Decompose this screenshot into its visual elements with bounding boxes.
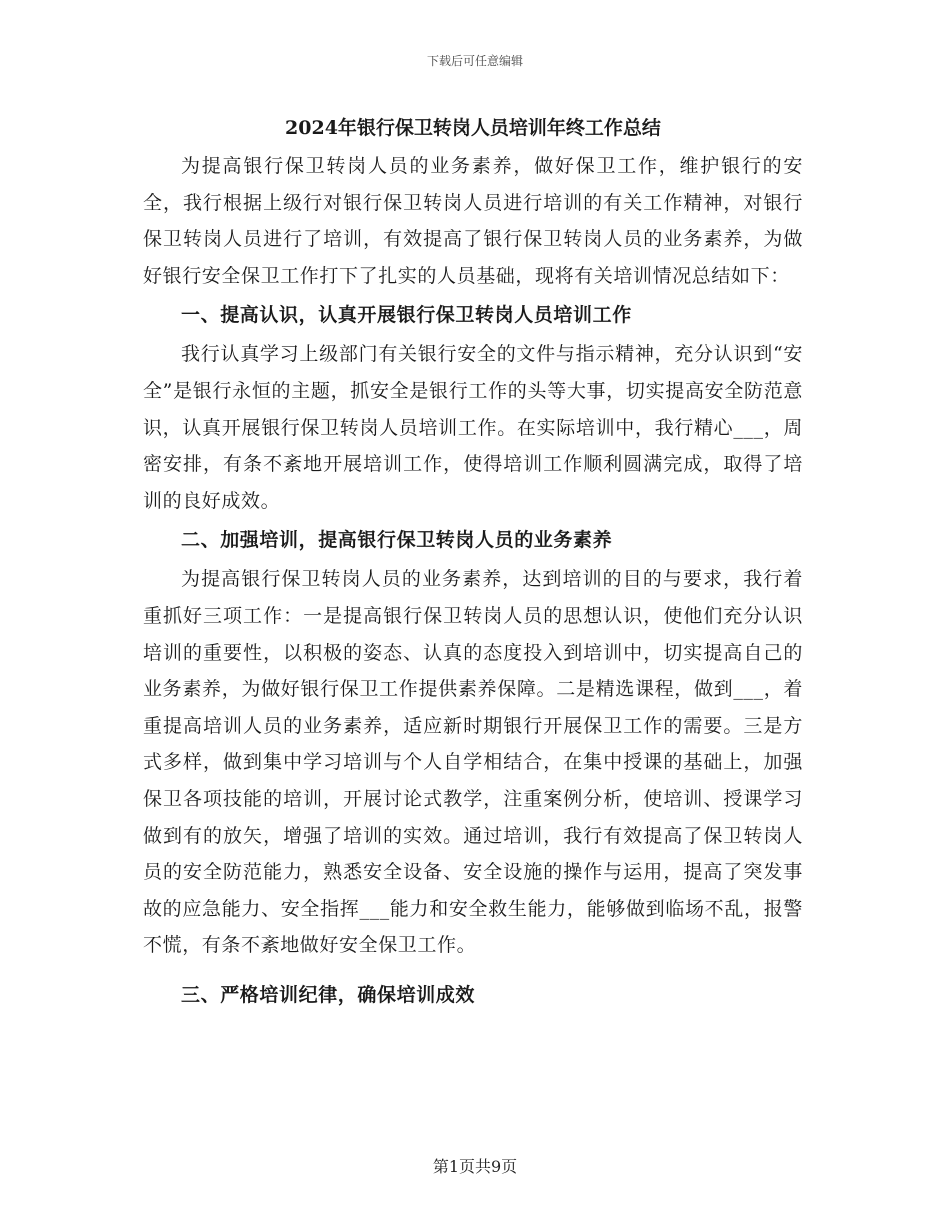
- section-heading-2: 二、加强培训，提高银行保卫转岗人员的业务素养: [181, 529, 613, 552]
- header-note: 下载后可任意编辑: [426, 54, 523, 68]
- document-title: 2024年银行保卫转岗人员培训年终工作总结: [285, 117, 661, 139]
- page-footer: 第1页共9页: [432, 1157, 518, 1176]
- section-body-1: 我行认真学习上级部门有关银行安全的文件与指示精神，充分认识到“安全”是银行永恒的主题，抓安全是银行工作的头等大事，切实提高安全防范意识，认真开展银行保卫转岗人员培训工作。在实际培训中，我行精心___，周密安排，有条不紊地开展培训工作，使得培训工作顺利圆满完成，取得了培训的良好成效。: [143, 343, 803, 512]
- section-body-2: 为提高银行保卫转岗人员的业务素养，达到培训的目的与要求，我行着重抓好三项工作：一是提高银行保卫转岗人员的思想认识，使他们充分认识培训的重要性，以积极的姿态、认真的态度投入到培训中，切实提高自己的业务素养，为做好银行保卫工作提供素养保障。二是精选课程，做到___，着重提高培训人员的业务素养，适应新时期银行开展保卫工作的需要。三是方式多样，做到集中学习培训与个人自学相结合，在集中授课的基础上，加强保卫各项技能的培训，开展讨论式教学，注重案例分析，使培训、授课学习做到有的放矢，增强了培训的实效。通过培训，我行有效提高了保卫转岗人员的安全防范能力，熟悉安全设备、安全设施的操作与运用，提高了突发事故的应急能力、安全指挥___能力和安全救生能力，能够做到临场不乱，报警不慌，有条不紊地做好安全保卫工作。: [143, 568, 803, 957]
- section-heading-1: 一、提高认识，认真开展银行保卫转岗人员培训工作: [181, 304, 632, 327]
- document-body: [143, 112, 803, 1016]
- intro-paragraph: 为提高银行保卫转岗人员的业务素养，做好保卫工作，维护银行的安全，我行根据上级行对银行保卫转岗人员进行培训的有关工作精神，对银行保卫转岗人员进行了培训，有效提高了银行保卫转岗人员的业务素养，为做好银行安全保卫工作打下了扎实的人员基础，现将有关培训情况总结如下：: [143, 155, 803, 287]
- section-heading-3: 三、严格培训纪律，确保培训成效: [181, 983, 476, 1006]
